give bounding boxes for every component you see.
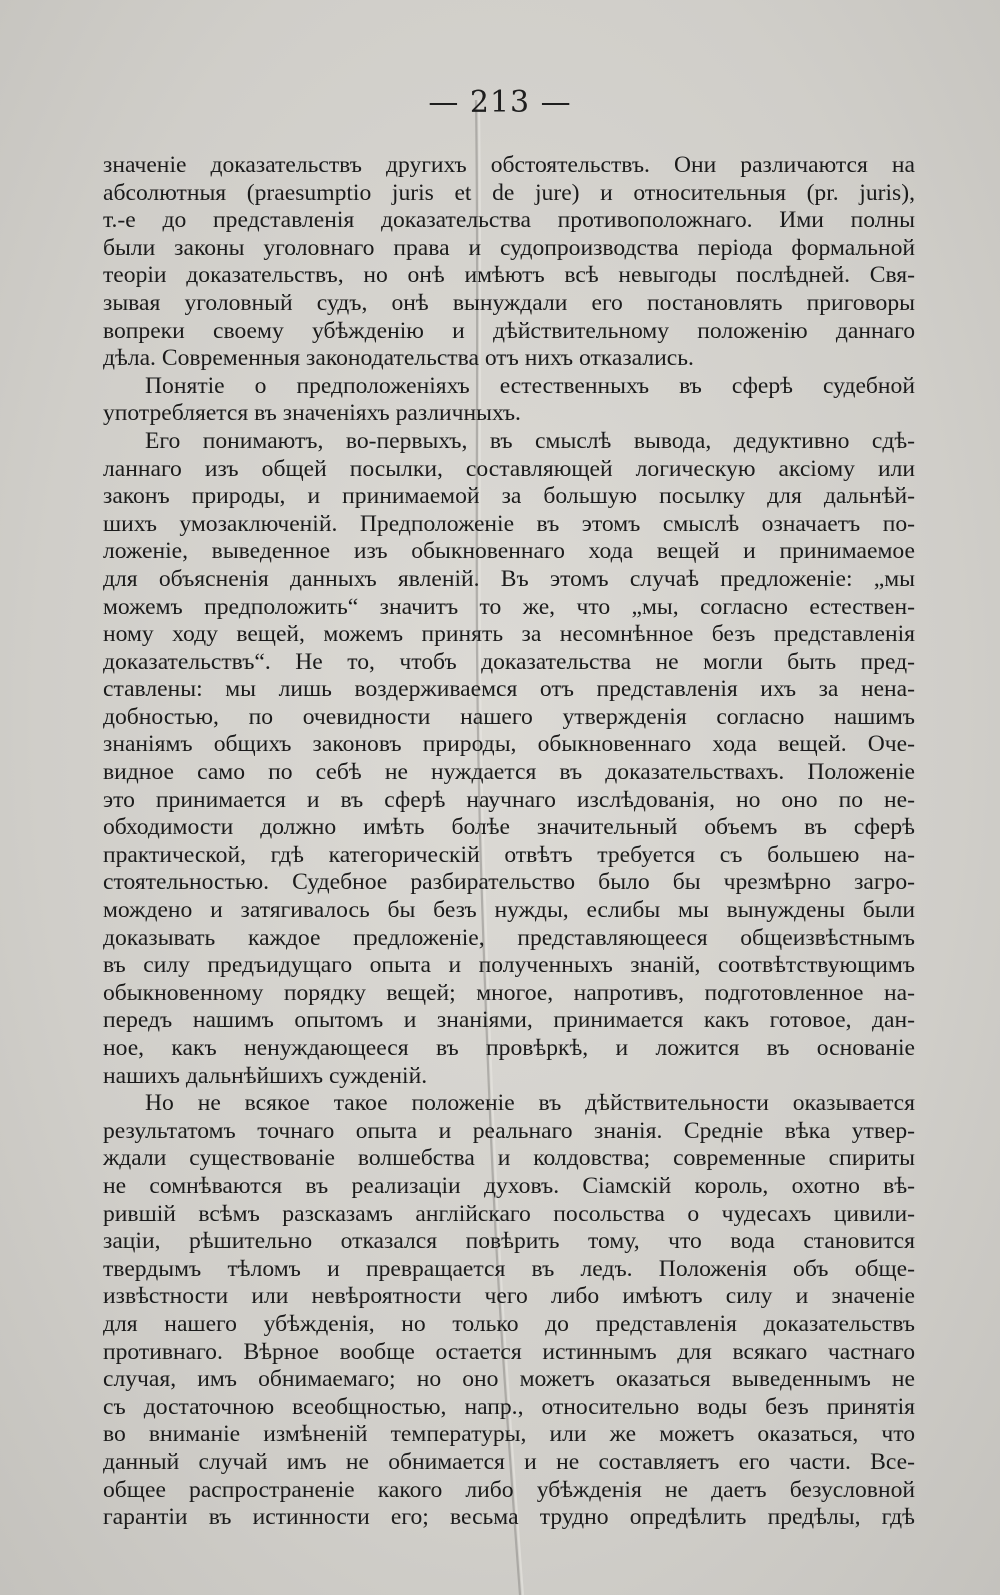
text-line: Но не всякое такое положеніе въ дѣйствительности оказывается <box>145 1090 915 1117</box>
text-line: для нашего убѣжденія, но только до представленія доказательствъ <box>103 1310 915 1337</box>
text-line: ланнаго изъ общей посылки, составляющей логическую аксіому или <box>103 455 915 482</box>
text-line: были законы уголовнаго права и судопроизводства періода формальной <box>103 234 915 261</box>
text-line: ждали существованіе волшебства и колдовства; современные спириты <box>103 1145 915 1172</box>
text-line: передъ нашимъ опытомъ и знаніями, принимается какъ готовое, дан- <box>103 1007 915 1034</box>
text-line: доказывать каждое предложеніе, представляющееся общеизвѣстнымъ <box>103 924 915 951</box>
text-line: употребляется въ значеніяхъ различныхъ. <box>103 400 521 427</box>
text-line: общее распространеніе какого либо убѣжденія не даетъ безусловной <box>103 1476 915 1503</box>
page-number: — 213 — <box>428 85 572 120</box>
text-line: нашихъ дальнѣйшихъ сужденій. <box>103 1062 428 1089</box>
text-line: обходимости должно имѣть болѣе значительный объемъ въ сферѣ <box>103 814 915 841</box>
text-line: Понятіе о предположеніяхъ естественныхъ въ сферѣ судебной <box>145 372 915 399</box>
text-line: практической, гдѣ категорическій отвѣтъ требуется съ большею на- <box>103 841 915 868</box>
text-line: заціи, рѣшительно отказался повѣрить тому, что вода становится <box>103 1228 915 1255</box>
text-line: ставлены: мы лишь воздерживаемся отъ представленія ихъ за нена- <box>103 676 915 703</box>
text-line: доказательствъ“. Не то, чтобъ доказательства не могли быть пред- <box>103 648 915 675</box>
text-line: знаніямъ общихъ законовъ природы, обыкновеннаго хода вещей. Оче- <box>103 731 915 758</box>
page-text <box>103 152 915 1532</box>
text-line: случая, имъ обнимаемаго; но оно можетъ оказаться выведеннымъ не <box>103 1366 915 1393</box>
text-line: рившій всѣмъ разсказамъ англійскаго посольства о чудесахъ цивили- <box>103 1200 915 1227</box>
paragraph <box>103 1090 915 1532</box>
text-line: это принимается и въ сферѣ научнаго изслѣдованія, но оно по не- <box>103 786 915 813</box>
text-line: абсолютныя (praesumptio juris et de jure) и относительныя (pr. juris), <box>103 179 915 206</box>
text-line: мождено и затягивалось бы безъ нужды, еслибы мы вынуждены были <box>103 897 915 924</box>
text-line: стоятельностью. Судебное разбирательство было бы чрезмѣрно загро- <box>103 869 915 896</box>
text-line: ное, какъ ненуждающееся въ провѣркѣ, и ложится въ основаніе <box>103 1035 915 1061</box>
text-line: добностью, по очевидности нашего утвержденія согласно нашимъ <box>103 703 915 730</box>
text-line: гарантіи въ истинности его; весьма трудно опредѣлить предѣлы, гдѣ <box>103 1504 915 1531</box>
text-line: твердымъ тѣломъ и превращается въ ледъ. Положенія объ обще- <box>103 1255 915 1282</box>
text-line: данный случай имъ не обнимается и не составляетъ его части. Все- <box>103 1448 915 1475</box>
text-line: результатомъ точнаго опыта и реальнаго знанія. Средніе вѣка утвер- <box>103 1117 915 1144</box>
text-line: Его понимаютъ, во-первыхъ, въ смыслѣ вывода, дедуктивно сдѣ- <box>145 427 915 454</box>
text-line: законъ природы, и принимаемой за большую посылку для дальнѣй- <box>103 483 915 510</box>
text-line: съ достаточною всеобщностью, напр., относительно воды безъ принятія <box>103 1393 915 1420</box>
text-line: для объясненія данныхъ явленій. Въ этомъ случаѣ предложеніе: „мы <box>103 565 915 592</box>
text-line: ному ходу вещей, можемъ принять за несомнѣнное безъ представленія <box>103 621 915 648</box>
paragraph <box>103 152 915 373</box>
text-line: т.-е до представленія доказательства противоположнаго. Ими полны <box>103 207 915 234</box>
text-line: ложеніе, выведенное изъ обыкновеннаго хода вещей и принимаемое <box>103 538 915 565</box>
paragraph <box>103 373 915 428</box>
text-line: въ силу предъидущаго опыта и полученныхъ знаній, соотвѣтствующимъ <box>103 952 915 979</box>
text-line: можемъ предположить“ значитъ то же, что „мы, согласно естествен- <box>103 593 915 620</box>
text-line: зывая уголовный судъ, онѣ вынуждали его постановлять приговоры <box>103 289 915 316</box>
text-line: вопреки своему убѣжденію и дѣйствительному положенію даннаго <box>103 317 915 344</box>
text-line: не сомнѣваются въ реализаціи духовъ. Сіамскій король, охотно вѣ- <box>103 1172 915 1199</box>
text-line: теоріи доказательствъ, но онѣ имѣютъ всѣ невыгоды послѣдней. Свя- <box>103 262 915 289</box>
text-line: извѣстности или невѣроятности чего либо имѣютъ силу и значеніе <box>103 1283 915 1310</box>
text-line: значеніе доказательствъ другихъ обстоятельствъ. Они различаются на <box>103 152 915 178</box>
text-line: обыкновенному порядку вещей; многое, напротивъ, подготовленное на- <box>103 979 915 1006</box>
text-line: во вниманіе измѣненій температуры, или же можетъ оказаться, что <box>103 1421 915 1448</box>
text-line: противнаго. Вѣрное вообще остается истиннымъ для всякаго частнаго <box>103 1338 915 1365</box>
text-line: дѣла. Современныя законодательства отъ нихъ отказались. <box>103 345 694 372</box>
text-line: шихъ умозаключеній. Предположеніе въ этомъ смыслѣ означаетъ по- <box>103 510 915 537</box>
paragraph <box>103 428 915 1090</box>
text-line: видное само по себѣ не нуждается въ доказательствахъ. Положеніе <box>103 759 915 786</box>
